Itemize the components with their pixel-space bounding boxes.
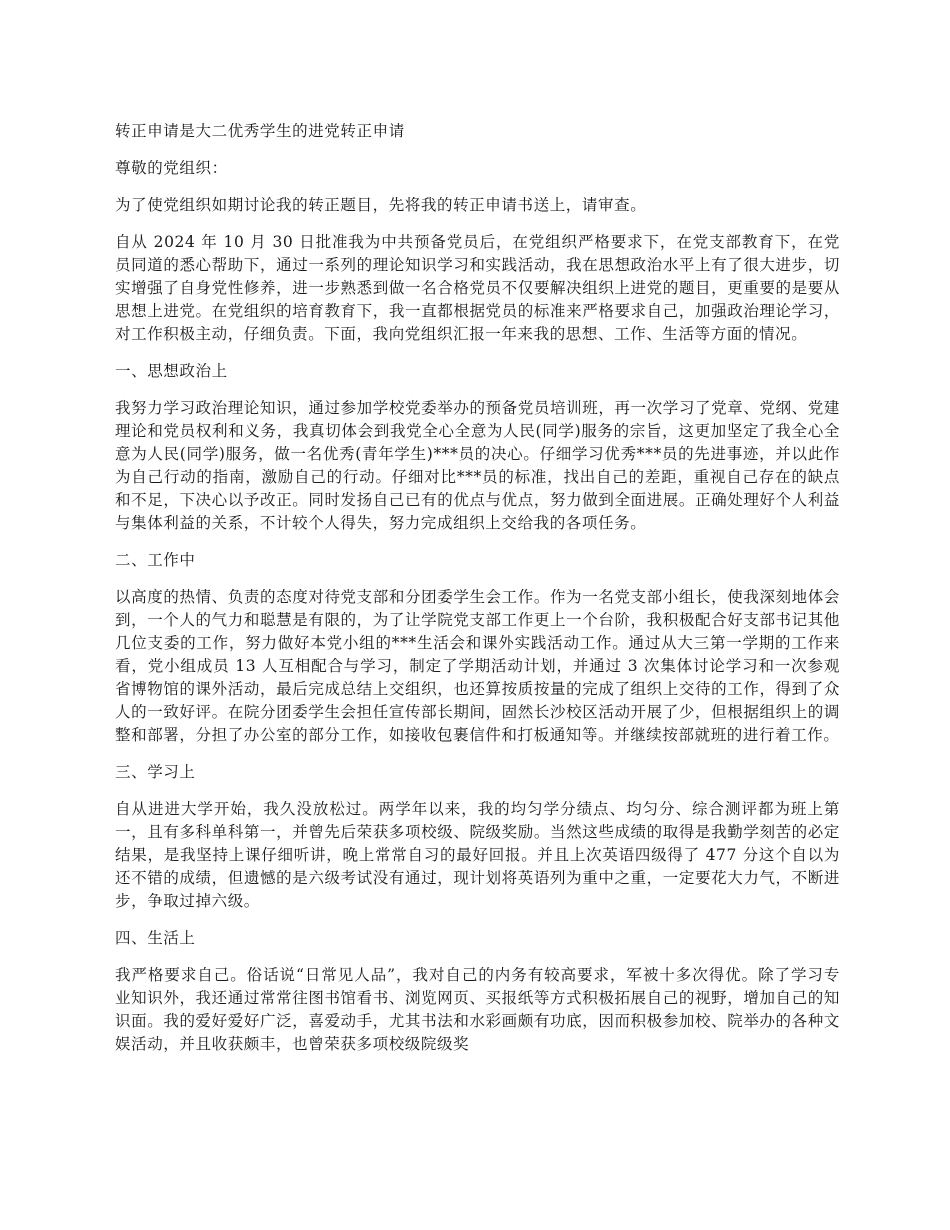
intro-paragraph: 为了使党组织如期讨论我的转正题目，先将我的转正申请书送上，请审查。 xyxy=(115,196,647,214)
section-heading-life: 四、生活上 xyxy=(115,929,196,947)
paragraph-study: 自从进进大学开始，我久没放松过。两学年以来，我的均匀学分绩点、均匀分、综合测评都为班上第一，且有多科单科第一，并曾先后荣获多项校级、院级奖励。当然这些成绩的取得是我勤学刻苦的必定结果，是我坚持上课仔细听讲，晚上常常自习的最好回报。并且上次英语四级得了 477 分这个自以为还不错的成绩，但遗憾的是六级考试没有通过，现计划将英语列为重中之重，一定要花大力气，不断进步，争取过掉六级。 xyxy=(115,800,840,910)
salutation: 尊敬的党组织： xyxy=(115,159,228,177)
paragraph-politics: 我努力学习政治理论知识，通过参加学校党委举办的预备党员培训班，再一次学习了党章、党纲、党建理论和党员权利和义务，我真切体会到我党全心全意为人民(同学)服务的宗旨，这更加坚定了我全心全意为人民(同学)服务，做一名优秀(青年学生)***员的决心。仔细学习优秀***员的先进事迹，并以此作为自己行动的指南，激励自己的行动。仔细对比***员的标准，找出自己的差距，重视自己存在的缺点和不足，下决心以予改正。同时发扬自己已有的优点与优点，努力做到全面进展。正确处理好个人利益与集体利益的关系，不计较个人得失，努力完成组织上交给我的各项任务。 xyxy=(115,399,840,532)
document-title: 转正申请是大二优秀学生的进党转正申请 xyxy=(115,122,405,140)
paragraph-life: 我严格要求自己。俗话说“日常见人品”，我对自己的内务有较高要求，军被十多次得优。除了学习专业知识外，我还通过常常往图书馆看书、浏览网页、买报纸等方式积极拓展自己的视野，增加自己的知识面。我的爱好爱好广泛，喜爱动手，尤其书法和水彩画颇有功底，因而积极参加校、院举办的各种文娱活动，并且收获颇丰，也曾荣获多项校级院级奖 xyxy=(115,966,840,1053)
section-heading-work: 二、工作中 xyxy=(115,551,196,569)
section-heading-study: 三、学习上 xyxy=(115,763,196,781)
section-heading-politics: 一、思想政治上 xyxy=(115,362,228,380)
paragraph-overview: 自从 2024 年 10 月 30 日批准我为中共预备党员后，在党组织严格要求下，在党支部教育下，在党员同道的悉心帮助下，通过一系列的理论知识学习和实践活动，我在思想政治水平上有了很大进步，切实增强了自身党性修养，进一步熟悉到做一名合格党员不仅要解决组织上进党的题目，更重要的是要从思想上进党。在党组织的培育教育下，我一直都根据党员的标准来严格要求自己，加强政治理论学习，对工作积极主动，仔细负责。下面，我向党组织汇报一年来我的思想、工作、生活等方面的情况。 xyxy=(115,233,840,343)
paragraph-work: 以高度的热情、负责的态度对待党支部和分团委学生会工作。作为一名党支部小组长，使我深刻地体会到，一个人的气力和聪慧是有限的，为了让学院党支部工作更上一个台阶，我积极配合好支部书记其他几位支委的工作，努力做好本党小组的***生活会和课外实践活动工作。通过从大三第一学期的工作来看，党小组成员 13 人互相配合与学习，制定了学期活动计划，并通过 3 次集体讨论学习和一次参观省博物馆的课外活动，最后完成总结上交组织，也还算按质按量的完成了组织上交待的工作，得到了众人的一致好评。在院分团委学生会担任宣传部长期间，固然长沙校区活动开展了少，但根据组织上的调整和部署，分担了办公室的部分工作，如接收包裹信件和打板通知等。并继续按部就班的进行着工作。 xyxy=(115,588,840,744)
document-body xyxy=(115,120,840,1070)
